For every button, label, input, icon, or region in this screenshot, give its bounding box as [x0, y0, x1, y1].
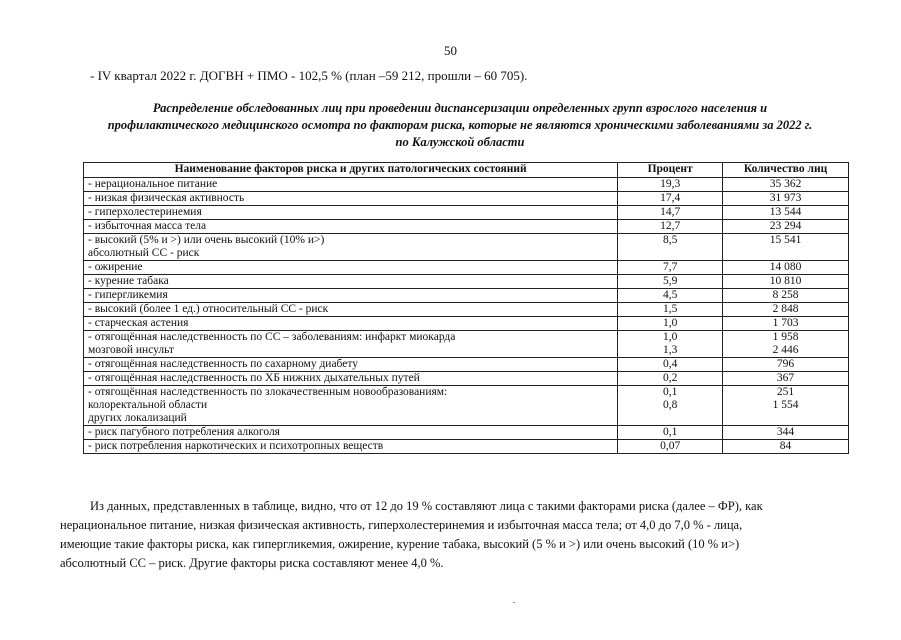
factor-name-cell [84, 440, 618, 454]
factor-name-cell [84, 317, 618, 331]
count-cell-line: 1 703 [772, 317, 799, 329]
count-cell-line: 2 446 [772, 344, 799, 356]
count-cell [723, 358, 849, 372]
factor-name-cell-line: - гиперхолестеринемия [88, 206, 202, 218]
percent-cell-line: 0,1 [662, 386, 678, 398]
factor-name-cell [84, 234, 618, 261]
risk-factors-table [83, 162, 849, 454]
factor-name-cell-line: - курение табака [88, 275, 169, 287]
percent-cell [618, 206, 723, 220]
table-row [84, 372, 849, 386]
table-row [84, 192, 849, 206]
factor-name-cell-line: - риск пагубного потребления алкоголя [88, 426, 280, 438]
factor-name-cell-line: - избыточная масса тела [88, 220, 207, 232]
percent-cell-line: 12,7 [660, 220, 681, 232]
factor-name-cell-line: колоректальной области [88, 399, 208, 411]
count-cell-line: 23 294 [769, 220, 802, 232]
percent-cell [618, 261, 723, 275]
table-row [84, 426, 849, 440]
header-percent: Процент [618, 163, 723, 178]
factor-name-cell-line: абсолютный СС - риск [88, 247, 200, 259]
factor-name-cell [84, 303, 618, 317]
count-cell-line: 8 258 [772, 289, 799, 301]
count-cell-line: 2 848 [772, 303, 799, 315]
percent-cell [618, 358, 723, 372]
factor-name-cell-line: других локализаций [88, 412, 187, 424]
conclusion-line: имеющие такие факторы риска, как гипергликемия, ожирение, курение табака, высокий (5 % и >) или очень высокий (10 % и>) [60, 537, 740, 551]
percent-cell-line: 7,7 [662, 261, 678, 273]
title-line: по Калужской области [395, 135, 525, 149]
quarter-summary-line: - IV квартал 2022 г. ДОГВН + ПМО - 102,5 % (план –59 212, прошли – 60 705). [90, 68, 528, 83]
percent-cell [618, 220, 723, 234]
count-cell [723, 275, 849, 289]
count-cell-line: 1 958 [772, 331, 799, 343]
count-cell [723, 440, 849, 454]
count-cell [723, 426, 849, 440]
factor-name-cell [84, 178, 618, 192]
percent-cell-line: 1,3 [662, 344, 678, 356]
count-cell-line: 84 [779, 440, 792, 452]
title-line: Распределение обследованных лиц при проведении диспансеризации определенных групп взрослого населения и [152, 101, 768, 115]
conclusion-line: абсолютный СС – риск. Другие факторы риска составляют менее 4,0 %. [60, 556, 444, 570]
table-row [84, 331, 849, 358]
conclusion-line: нерациональное питание, низкая физическая активность, гиперхолестеринемия и избыточная масса тела; от 4,0 до 7,0 % - лица, [60, 518, 743, 532]
table-row [84, 220, 849, 234]
count-cell-line: 251 [776, 386, 795, 398]
percent-cell-line: 0,4 [662, 358, 678, 370]
count-cell [723, 303, 849, 317]
count-cell-line: 35 362 [769, 178, 802, 190]
factor-name-cell [84, 386, 618, 426]
table-row [84, 303, 849, 317]
percent-cell [618, 331, 723, 358]
count-cell-line: 13 544 [769, 206, 802, 218]
table-row [84, 386, 849, 426]
factor-name-cell-line: - старческая астения [88, 317, 189, 329]
factor-name-cell-line: - высокий (более 1 ед.) относительный СС - риск [88, 303, 329, 315]
count-cell [723, 234, 849, 261]
factor-name-cell [84, 192, 618, 206]
factor-name-cell-line: - риск потребления наркотических и психотропных веществ [88, 440, 384, 452]
count-cell [723, 317, 849, 331]
factor-name-cell-line: мозговой инсульт [88, 344, 174, 356]
percent-cell-line: 5,9 [662, 275, 678, 287]
factor-name-cell [84, 261, 618, 275]
percent-cell-line: 1,0 [662, 331, 678, 343]
count-cell-line: 1 554 [772, 399, 799, 411]
table-row [84, 275, 849, 289]
percent-cell-line: 19,3 [660, 178, 681, 190]
factor-name-cell-line: - нерациональное питание [88, 178, 218, 190]
header-factor-name: Наименование факторов риска и других патологических состояний [84, 163, 618, 178]
count-cell-line: 344 [776, 426, 795, 438]
table-row [84, 289, 849, 303]
count-cell-line: 14 080 [769, 261, 802, 273]
factor-name-cell-line: - низкая физическая активность [88, 192, 245, 204]
percent-cell-line: 14,7 [660, 206, 681, 218]
percent-cell [618, 234, 723, 261]
percent-cell [618, 192, 723, 206]
factor-name-cell-line: - отягощённая наследственность по сахарному диабету [88, 358, 358, 370]
factor-name-cell [84, 372, 618, 386]
percent-cell-line: 0,07 [660, 440, 681, 452]
table-row [84, 358, 849, 372]
count-cell-line: 796 [776, 358, 795, 370]
percent-cell-line: 4,5 [662, 289, 678, 301]
factor-name-cell [84, 426, 618, 440]
percent-cell [618, 440, 723, 454]
count-cell-line: 367 [776, 372, 795, 384]
count-cell-line: 31 973 [769, 192, 802, 204]
count-cell [723, 372, 849, 386]
factor-name-cell [84, 331, 618, 358]
factor-name-cell-line: - отягощённая наследственность по СС – заболеваниям: инфаркт миокарда [88, 331, 456, 343]
table-header-row [84, 163, 849, 178]
factor-name-cell-line: - гипергликемия [88, 289, 168, 301]
percent-cell [618, 317, 723, 331]
percent-cell [618, 289, 723, 303]
percent-cell [618, 178, 723, 192]
count-cell [723, 192, 849, 206]
percent-cell-line: 8,5 [662, 234, 678, 246]
percent-cell [618, 275, 723, 289]
table-row [84, 234, 849, 261]
factor-name-cell-line: - высокий (5% и >) или очень высокий (10% и>) [88, 234, 325, 246]
document-title [60, 100, 860, 151]
factor-name-cell [84, 220, 618, 234]
factor-name-cell [84, 206, 618, 220]
table-row [84, 206, 849, 220]
conclusion-line: Из данных, представленных в таблице, видно, что от 12 до 19 % составляют лица с такими факторами риска (далее – ФР), как [90, 499, 763, 513]
factor-name-cell-line: - отягощённая наследственность по ХБ нижних дыхательных путей [88, 372, 420, 384]
count-cell [723, 206, 849, 220]
percent-cell-line: 0,1 [662, 426, 678, 438]
table-row [84, 440, 849, 454]
count-cell-line: 10 810 [769, 275, 802, 287]
conclusion-paragraph [60, 497, 840, 573]
factor-name-cell [84, 358, 618, 372]
percent-cell-line: 1,5 [662, 303, 678, 315]
percent-cell [618, 386, 723, 426]
table-row [84, 261, 849, 275]
factor-name-cell-line: - отягощённая наследственность по злокачественным новообразованиям: [88, 386, 448, 398]
page-number: 50 [444, 43, 457, 58]
count-cell [723, 178, 849, 192]
table-row [84, 317, 849, 331]
header-count: Количество лиц [723, 163, 849, 178]
title-line: профилактического медицинского осмотра по факторам риска, которые не являются хроническими заболеваниями за 2022 г. [107, 118, 813, 132]
table-body [84, 178, 849, 454]
factor-name-cell-line: - ожирение [88, 261, 143, 273]
count-cell [723, 331, 849, 358]
count-cell [723, 289, 849, 303]
count-cell [723, 386, 849, 426]
percent-cell [618, 372, 723, 386]
count-cell [723, 220, 849, 234]
percent-cell-line: 0,8 [662, 399, 678, 411]
percent-cell [618, 426, 723, 440]
page-mark [513, 602, 515, 603]
table-row [84, 178, 849, 192]
percent-cell-line: 1,0 [662, 317, 678, 329]
count-cell [723, 261, 849, 275]
count-cell-line: 15 541 [769, 234, 802, 246]
factor-name-cell [84, 289, 618, 303]
percent-cell-line: 17,4 [660, 192, 681, 204]
percent-cell-line: 0,2 [662, 372, 678, 384]
percent-cell [618, 303, 723, 317]
factor-name-cell [84, 275, 618, 289]
